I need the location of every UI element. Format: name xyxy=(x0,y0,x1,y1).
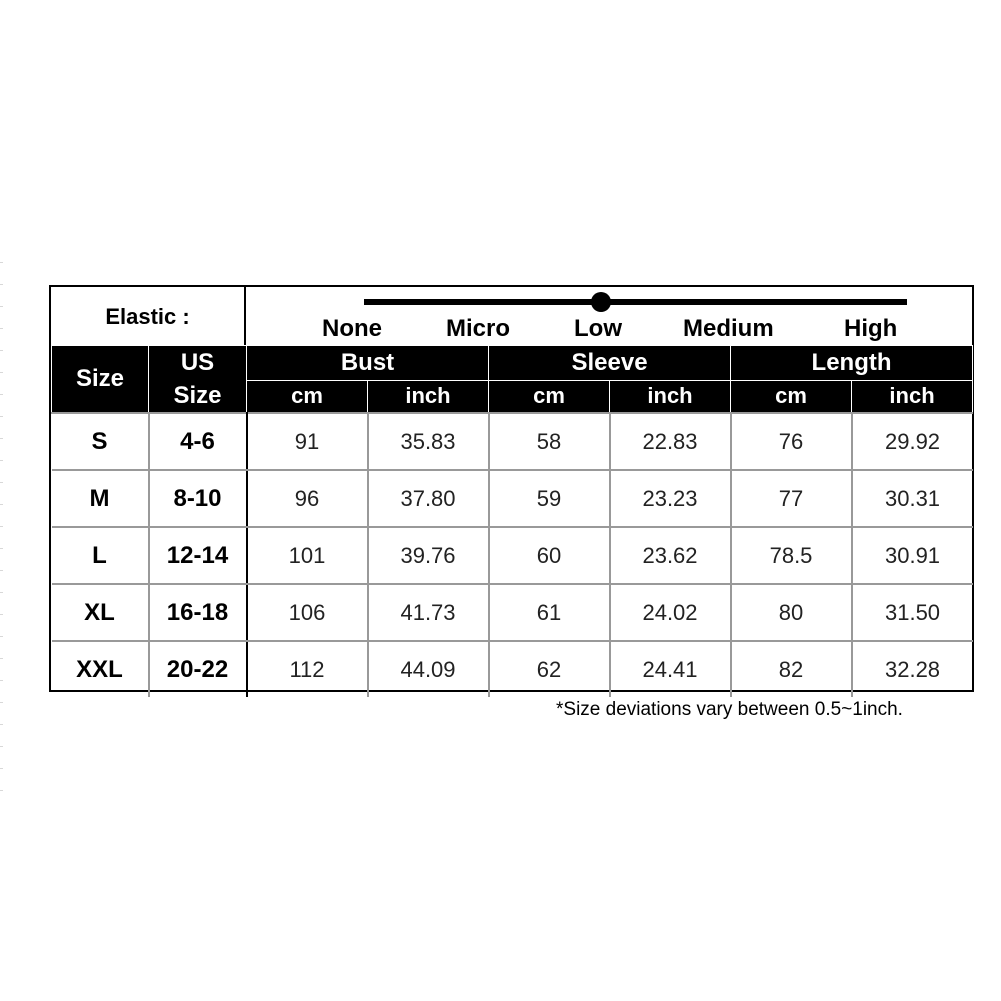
length-cm-cell: 76 xyxy=(731,413,852,470)
sleeve-cm-cell: 59 xyxy=(489,470,610,527)
header-length-cm: cm xyxy=(731,380,852,413)
header-sleeve-cm: cm xyxy=(489,380,610,413)
header-bust: Bust xyxy=(247,346,489,381)
bust-cm-cell: 106 xyxy=(247,584,368,641)
bust-inch-cell: 44.09 xyxy=(368,641,489,697)
header-bust-cm: cm xyxy=(247,380,368,413)
header-us-size xyxy=(149,346,247,414)
sleeve-inch-cell: 22.83 xyxy=(610,413,731,470)
length-cm-cell: 78.5 xyxy=(731,527,852,584)
us-size-cell: 12-14 xyxy=(149,527,247,584)
size-cell: L xyxy=(52,527,149,584)
bust-cm-cell: 96 xyxy=(247,470,368,527)
length-inch-cell: 31.50 xyxy=(852,584,973,641)
length-inch-cell: 30.91 xyxy=(852,527,973,584)
us-size-cell: 8-10 xyxy=(149,470,247,527)
size-chart xyxy=(49,285,974,692)
size-deviation-note: *Size deviations vary between 0.5~1inch. xyxy=(556,699,903,720)
bust-inch-cell: 37.80 xyxy=(368,470,489,527)
length-cm-cell: 80 xyxy=(731,584,852,641)
header-length-inch: inch xyxy=(852,380,973,413)
elastic-level-medium: Medium xyxy=(683,315,774,342)
size-cell: M xyxy=(52,470,149,527)
sleeve-cm-cell: 61 xyxy=(489,584,610,641)
elastic-level-low: Low xyxy=(574,315,622,342)
sleeve-inch-cell: 24.41 xyxy=(610,641,731,697)
header-length: Length xyxy=(731,346,973,381)
bust-cm-cell: 112 xyxy=(247,641,368,697)
header-size: Size xyxy=(52,346,149,414)
size-table xyxy=(51,345,973,697)
size-cell: S xyxy=(52,413,149,470)
table-row xyxy=(52,584,973,641)
bust-inch-cell: 35.83 xyxy=(368,413,489,470)
header-bust-inch: inch xyxy=(368,380,489,413)
elastic-indicator-dot xyxy=(591,292,611,312)
sleeve-cm-cell: 58 xyxy=(489,413,610,470)
header-sleeve: Sleeve xyxy=(489,346,731,381)
length-cm-cell: 82 xyxy=(731,641,852,697)
bust-cm-cell: 101 xyxy=(247,527,368,584)
sleeve-inch-cell: 23.62 xyxy=(610,527,731,584)
sleeve-cm-cell: 60 xyxy=(489,527,610,584)
elastic-scale-track xyxy=(364,299,907,305)
table-row xyxy=(52,641,973,697)
length-inch-cell: 30.31 xyxy=(852,470,973,527)
edge-artifact xyxy=(0,262,3,802)
header-sleeve-inch: inch xyxy=(610,380,731,413)
header-us-size-line2: Size xyxy=(173,382,222,409)
elastic-level-micro: Micro xyxy=(446,315,511,342)
length-cm-cell: 77 xyxy=(731,470,852,527)
table-row xyxy=(52,527,973,584)
length-inch-cell: 29.92 xyxy=(852,413,973,470)
header-us-size-line1: US xyxy=(180,349,215,376)
sleeve-inch-cell: 23.23 xyxy=(610,470,731,527)
sleeve-cm-cell: 62 xyxy=(489,641,610,697)
bust-inch-cell: 41.73 xyxy=(368,584,489,641)
us-size-cell: 20-22 xyxy=(149,641,247,697)
table-row xyxy=(52,470,973,527)
elastic-level-high: High xyxy=(844,315,898,342)
elastic-level-none: None xyxy=(322,315,382,342)
elastic-label: Elastic : xyxy=(51,287,246,347)
elastic-row xyxy=(51,287,972,347)
bust-cm-cell: 91 xyxy=(247,413,368,470)
sleeve-inch-cell: 24.02 xyxy=(610,584,731,641)
length-inch-cell: 32.28 xyxy=(852,641,973,697)
table-row xyxy=(52,413,973,470)
us-size-cell: 16-18 xyxy=(149,584,247,641)
us-size-cell: 4-6 xyxy=(149,413,247,470)
bust-inch-cell: 39.76 xyxy=(368,527,489,584)
size-cell: XL xyxy=(52,584,149,641)
size-cell: XXL xyxy=(52,641,149,697)
